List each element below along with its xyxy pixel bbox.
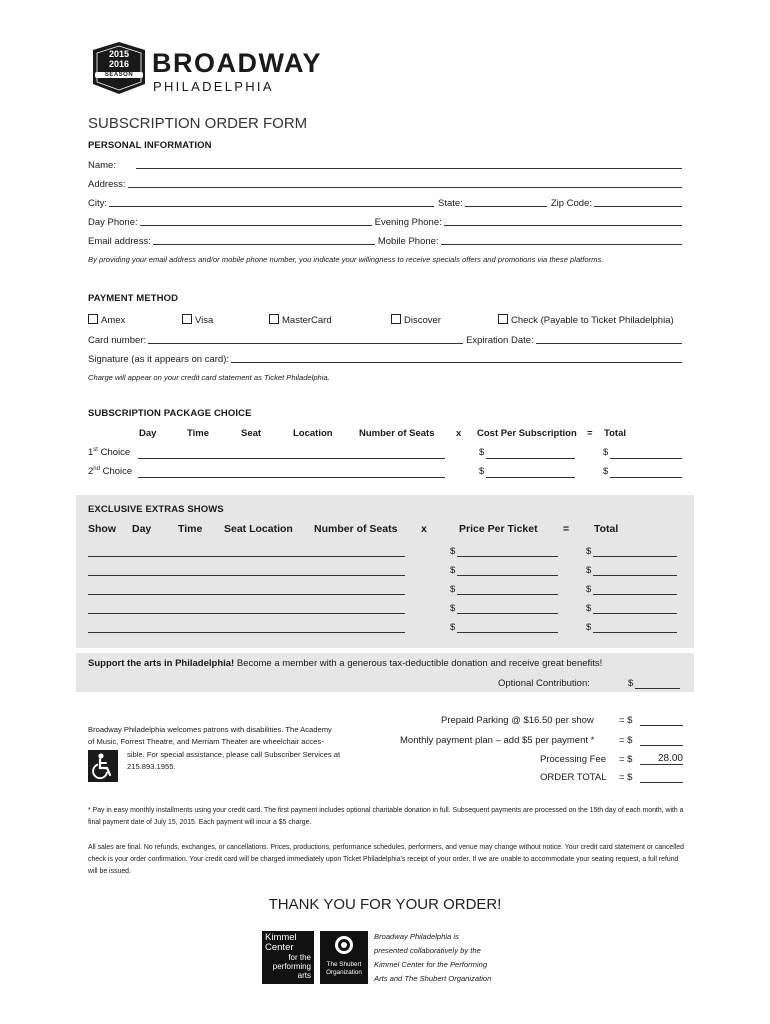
choice1-label — [88, 447, 130, 458]
evening-phone-field[interactable] — [444, 224, 682, 226]
support-text — [88, 658, 602, 669]
logo-season: SEASON — [95, 72, 143, 78]
choice1-num: 1 — [88, 447, 94, 459]
kimmel-l4: performing — [272, 962, 311, 971]
footnote-monthly: * Pay in easy monthly installments using your credit card. The first payment includes optional charitable donation in full. Subsequent payments are processed on the 15th day of each month, with a final payment date of July 15, 2015. Each payment will incur a $5 charge. — [88, 807, 684, 826]
extras-row-price-field[interactable] — [457, 566, 558, 576]
optional-contribution-label: Optional Contribution: — [498, 678, 590, 689]
zip-field[interactable] — [594, 205, 682, 207]
kimmel-l5: arts — [297, 971, 311, 980]
extras-col-day: Day — [132, 523, 152, 535]
extras-row-field[interactable] — [88, 585, 405, 595]
extras-row-total-field[interactable] — [593, 566, 677, 576]
optional-contribution-dollar: $ — [628, 678, 634, 689]
col-total: Total — [604, 428, 626, 439]
presented-l3: Kimmel Center for the Performing — [374, 960, 488, 969]
choice2-total-dollar: $ — [603, 466, 609, 477]
presented-l1: Broadway Philadelphia is — [374, 932, 459, 941]
state-field[interactable] — [465, 205, 547, 207]
day-phone-field[interactable] — [140, 224, 372, 226]
choice2-num: 2 — [88, 466, 94, 478]
wheelchair-icon — [88, 750, 118, 782]
monthly-eq: = $ — [619, 735, 633, 746]
choice2-label — [88, 466, 132, 477]
email-row — [88, 233, 682, 247]
thank-you: THANK YOU FOR YOUR ORDER! — [268, 896, 502, 913]
col-eq: = — [587, 428, 593, 439]
support-bold: Support the arts in Philadelphia! — [88, 658, 235, 669]
shubert-logo — [320, 931, 368, 984]
address-row — [88, 176, 682, 190]
extras-col-eq: = — [563, 523, 570, 535]
mobile-field[interactable] — [441, 243, 682, 245]
parking-field[interactable] — [640, 716, 683, 726]
shubert-l2: Organization — [326, 969, 362, 976]
support-body: Become a member with a generous tax-deductible donation and receive great benefits! — [234, 658, 603, 669]
checkbox-icon — [498, 314, 508, 324]
choice1-total-dollar: $ — [603, 447, 609, 458]
extras-row-price-dollar: $ — [450, 565, 456, 576]
state-label: State: — [438, 198, 463, 209]
extras-row-price-field[interactable] — [457, 547, 558, 557]
kimmel-l2: Center — [265, 942, 294, 953]
choice2-sup: nd — [93, 466, 100, 472]
email-label: Email address: — [88, 236, 151, 247]
payment-option-amex[interactable] — [88, 314, 125, 326]
card-row — [88, 332, 682, 346]
package-heading: SUBSCRIPTION PACKAGE CHOICE — [88, 408, 252, 419]
extras-row-field[interactable] — [88, 604, 405, 614]
extras-col-number-seats: Number of Seats — [314, 523, 398, 535]
logo-title: BROADWAY — [152, 48, 323, 78]
city-label: City: — [88, 198, 107, 209]
zip-label: Zip Code: — [550, 198, 593, 209]
accessibility-line3: sible. For special assistance, please call Subscriber Services at — [127, 750, 341, 759]
extras-col-price: Price Per Ticket — [459, 523, 538, 535]
shubert-l1: The Shubert — [326, 961, 362, 968]
extras-row-total-dollar: $ — [586, 546, 592, 557]
signature-field[interactable] — [231, 361, 682, 363]
checkbox-icon — [391, 314, 401, 324]
monthly-field[interactable] — [640, 736, 683, 746]
processing-eq: = $ — [619, 754, 633, 765]
parking-eq: = $ — [619, 715, 633, 726]
address-field[interactable] — [128, 186, 683, 188]
payment-heading: PAYMENT METHOD — [88, 293, 179, 304]
choice1-sup: st — [93, 447, 98, 453]
payment-option-visa[interactable] — [182, 314, 213, 326]
extras-row-total-dollar: $ — [586, 565, 592, 576]
extras-row-price-dollar: $ — [450, 603, 456, 614]
order-total-field[interactable] — [640, 773, 683, 783]
personal-heading: PERSONAL INFORMATION — [88, 140, 212, 151]
extras-row-total-dollar: $ — [586, 622, 592, 633]
processing-label: Processing Fee — [540, 754, 607, 765]
optional-contribution-field[interactable] — [635, 679, 680, 689]
name-row — [88, 157, 682, 171]
parking-label: Prepaid Parking @ $16.50 per show — [441, 715, 594, 726]
checkbox-icon — [88, 314, 98, 324]
card-number-field[interactable] — [148, 342, 463, 344]
extras-col-show: Show — [88, 523, 116, 535]
extras-row-total-dollar: $ — [586, 584, 592, 595]
payment-option-label: Amex — [101, 315, 126, 326]
choice2-field[interactable] — [138, 468, 445, 478]
extras-row-price-dollar: $ — [450, 546, 456, 557]
payment-option-label: Check (Payable to Ticket Philadelphia) — [511, 315, 674, 326]
extras-heading: EXCLUSIVE EXTRAS SHOWS — [88, 504, 224, 515]
day-phone-label: Day Phone: — [88, 217, 138, 228]
signature-row — [88, 351, 682, 365]
city-field[interactable] — [109, 205, 434, 207]
choice1-word: Choice — [100, 447, 131, 459]
extras-row-price-dollar: $ — [450, 584, 456, 595]
email-field[interactable] — [153, 243, 375, 245]
footnote-terms: All sales are final. No refunds, exchanges, or cancellations. Prices, productions, performance schedules, performers, and venue may change without notice. Your credit card statement or cancelled check is your order confirmation. Your credit card will be charged immediately upon Ticket Philadelphia's receipt of your order. If we are unable to accommodate your seating request, a full refund will be issued. — [88, 844, 684, 875]
choice1-cost-dollar: $ — [479, 447, 485, 458]
extras-row-total-field[interactable] — [593, 604, 677, 614]
order-total-eq: = $ — [619, 772, 633, 783]
col-time: Time — [187, 428, 210, 439]
choice1-field[interactable] — [138, 449, 445, 459]
kimmel-l1: Kimmel — [265, 932, 297, 943]
extras-col-total: Total — [594, 523, 619, 535]
extras-row-total-field[interactable] — [593, 623, 677, 633]
extras-row-price-dollar: $ — [450, 622, 456, 633]
kimmel-center-logo — [262, 931, 314, 984]
extras-row-field[interactable] — [88, 566, 405, 576]
choice2-word: Choice — [102, 466, 133, 478]
form-title: SUBSCRIPTION ORDER FORM — [88, 115, 308, 132]
extras-row-total-field[interactable] — [593, 547, 677, 557]
payment-option-label: MasterCard — [282, 315, 332, 326]
checkbox-icon — [182, 314, 192, 324]
extras-col-x: x — [421, 523, 427, 535]
extras-col-time: Time — [178, 523, 203, 535]
presented-l2: presented collaboratively by the — [374, 946, 481, 955]
choice1-cost-field[interactable] — [486, 449, 575, 459]
logo-year-top: 2015 — [108, 49, 130, 59]
checkbox-icon — [269, 314, 279, 324]
col-number-seats: Number of Seats — [359, 428, 435, 439]
name-field[interactable] — [136, 167, 682, 169]
phone-row — [88, 214, 682, 228]
monthly-label: Monthly payment plan – add $5 per payment * — [400, 735, 595, 746]
kimmel-l3: for the — [288, 953, 311, 962]
expiration-field[interactable] — [536, 342, 682, 344]
extras-row-field[interactable] — [88, 547, 405, 557]
name-label: Name: — [88, 160, 116, 171]
extras-row-price-field[interactable] — [457, 623, 558, 633]
accessibility-line1: Broadway Philadelphia welcomes patrons with disabilities. The Academy — [88, 725, 332, 734]
choice2-cost-dollar: $ — [479, 466, 485, 477]
payment-option-discover[interactable] — [391, 314, 441, 326]
col-day: Day — [139, 428, 157, 439]
city-row — [88, 195, 682, 209]
extras-row-price-field[interactable] — [457, 585, 558, 595]
extras-col-seat-location: Seat Location — [224, 523, 293, 535]
card-number-label: Card number: — [88, 335, 147, 346]
col-location: Location — [293, 428, 333, 439]
processing-value: 28.00 — [640, 753, 683, 765]
col-cost: Cost Per Subscription — [477, 428, 577, 439]
season-logo — [88, 40, 150, 96]
accessibility-line2: of Music, Forrest Theatre, and Merriam Theater are wheelchair acces- — [88, 737, 324, 746]
choice2-cost-field[interactable] — [486, 468, 575, 478]
logo-year-bottom: 2016 — [108, 59, 130, 69]
payment-option-label: Visa — [195, 315, 214, 326]
expiration-label: Expiration Date: — [466, 335, 534, 346]
payment-note: Charge will appear on your credit card statement as Ticket Philadelphia. — [88, 373, 330, 382]
presented-l4: Arts and The Shubert Organization — [374, 974, 492, 983]
order-total-label: ORDER TOTAL — [540, 772, 607, 783]
payment-option-label: Discover — [404, 315, 441, 326]
choice1-total-field[interactable] — [610, 449, 682, 459]
extras-row-total-field[interactable] — [593, 585, 677, 595]
col-x: x — [456, 428, 462, 439]
shubert-emblem-icon — [334, 935, 354, 955]
accessibility-line4: 215.893.1955. — [127, 762, 176, 771]
logo-subtitle: PHILADELPHIA — [153, 79, 274, 94]
mobile-label: Mobile Phone: — [377, 236, 439, 247]
extras-row-total-dollar: $ — [586, 603, 592, 614]
address-label: Address: — [88, 179, 126, 190]
choice2-total-field[interactable] — [610, 468, 682, 478]
personal-disclaimer: By providing your email address and/or mobile phone number, you indicate your willingness to receive specials offers and promotions via these platforms. — [88, 255, 604, 264]
payment-option-mastercard[interactable] — [269, 314, 332, 326]
payment-option-check[interactable] — [498, 314, 674, 326]
evening-phone-label: Evening Phone: — [374, 217, 442, 228]
extras-row-field[interactable] — [88, 623, 405, 633]
extras-row-price-field[interactable] — [457, 604, 558, 614]
col-seat: Seat — [241, 428, 262, 439]
signature-label: Signature (as it appears on card): — [88, 354, 229, 365]
